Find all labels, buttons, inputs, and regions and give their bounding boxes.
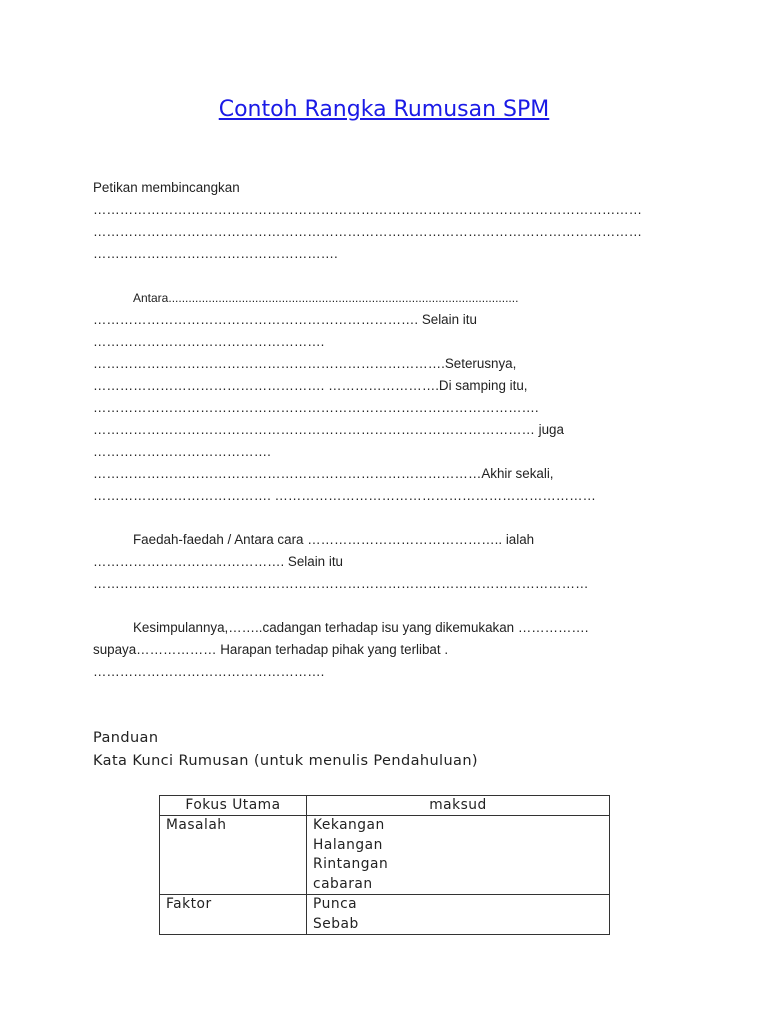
section-heading: Panduan xyxy=(93,730,159,746)
body-line: …………………………………. ……………………………………………………………… xyxy=(93,488,596,503)
maksud-item: Sebab xyxy=(313,915,359,932)
body-line: Petikan membincangkan xyxy=(93,180,240,195)
maksud-item: Punca xyxy=(313,896,358,912)
body-line: ………………………………………………………………. Selain itu xyxy=(93,312,477,327)
body-line: supaya……………… Harapan terhadap pihak yang terlibat . xyxy=(93,642,449,657)
body-line: …………………………………………………………………………………………………………… xyxy=(93,202,643,217)
body-line: …………………………………………………………………….Seterusnya, xyxy=(93,356,517,371)
table-cell-maksud xyxy=(307,816,610,895)
body-line: ……………………………………………. …………………….Di samping itu, xyxy=(93,378,528,393)
body-line: …………………………………………………………………………………………………………… xyxy=(93,224,643,239)
body-line: ………………………………………………………………………………………. xyxy=(93,400,539,415)
body-line: Kesimpulannya,……..cadangan terhadap isu yang dikemukakan ……………. xyxy=(133,620,589,635)
body-line: ……………………………………………. xyxy=(93,334,325,349)
body-line: ……………………………………………………………………………Akhir sekali, xyxy=(93,466,554,481)
body-line: …………………………………. xyxy=(93,444,271,459)
column-header: Fokus Utama xyxy=(160,796,307,816)
table-cell-maksud xyxy=(307,895,610,935)
page-title[interactable]: Contoh Rangka Rumusan SPM xyxy=(218,97,550,122)
column-header: maksud xyxy=(307,796,610,816)
body-line: ……………………………………. Selain itu xyxy=(93,554,343,569)
body-line: Faedah-faedah / Antara cara …………………………………….. ialah xyxy=(133,532,535,547)
table-row xyxy=(160,816,610,895)
body-line: Antara......................................................................................................... xyxy=(133,291,519,305)
template-body xyxy=(93,177,693,683)
section-subheading: Kata Kunci Rumusan (untuk menulis Pendahuluan) xyxy=(93,753,478,769)
body-line: ………………………………………………. xyxy=(93,246,338,261)
maksud-item: Rintangan xyxy=(313,856,389,872)
maksud-item: Kekangan xyxy=(313,817,385,833)
maksud-item: Halangan xyxy=(313,836,383,853)
table-row xyxy=(160,895,610,935)
body-line: ……………………………………………………………………………………… juga xyxy=(93,422,564,437)
table-cell-fokus: Masalah xyxy=(160,816,307,895)
body-line: ………………………………………………………………………………………………… xyxy=(93,576,589,591)
keyword-table xyxy=(159,795,610,935)
body-line: ……………………………………………. xyxy=(93,664,325,679)
maksud-item: cabaran xyxy=(313,875,373,892)
table-header-row xyxy=(160,796,610,816)
table-cell-fokus: Faktor xyxy=(160,895,307,935)
